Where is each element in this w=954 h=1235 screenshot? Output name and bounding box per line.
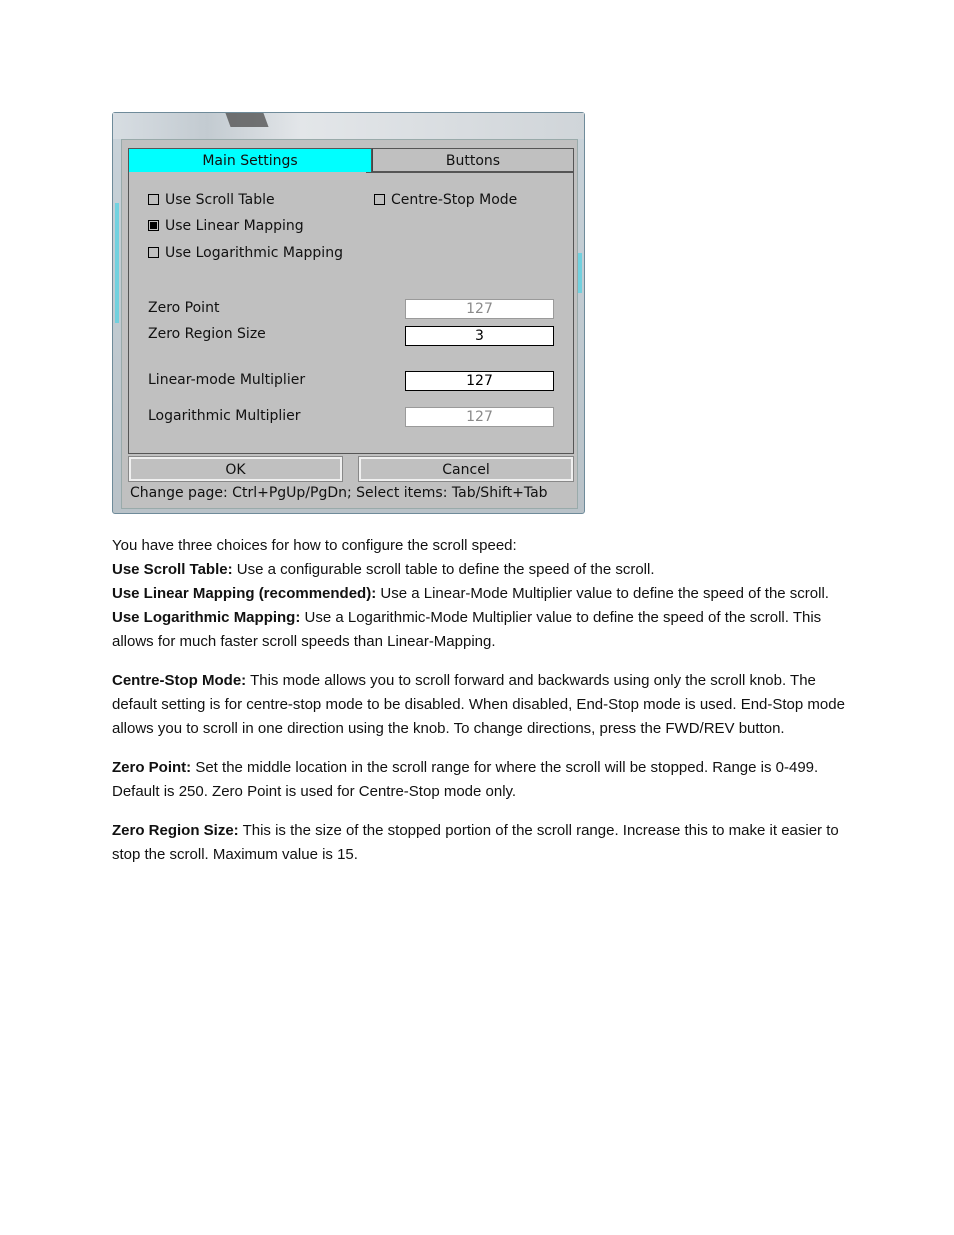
linear-multiplier-field[interactable]: 127: [405, 371, 554, 391]
zero-point-text: Set the middle location in the scroll range for where the scroll will be stopped. Range is 0-499. Default is 250. Zero Point is used for Centre-Stop mode only.: [112, 759, 819, 800]
zero-point-field: 127: [405, 299, 554, 319]
linear-mapping-paragraph: [112, 582, 852, 606]
centre-stop-mode-checkbox[interactable]: [374, 194, 385, 205]
log-multiplier-label: Logarithmic Multiplier: [148, 408, 301, 424]
zero-region-size-field[interactable]: 3: [405, 326, 554, 346]
use-scroll-table-checkbox[interactable]: [148, 194, 159, 205]
use-log-mapping-label: Use Logarithmic Mapping: [165, 245, 343, 261]
log-mapping-text: Use a Logarithmic-Mode Multiplier value to define the speed of the scroll. This allows for much faster scroll speeds than Linear-Mapping.: [112, 609, 822, 650]
settings-dialog: [121, 139, 578, 509]
settings-screenshot: [112, 112, 585, 514]
centre-stop-mode-option[interactable]: [374, 190, 517, 210]
use-log-mapping-option[interactable]: [148, 243, 343, 263]
intro-paragraph: You have three choices for how to configure the scroll speed:: [112, 537, 517, 554]
use-log-mapping-checkbox[interactable]: [148, 247, 159, 258]
use-scroll-table-label: Use Scroll Table: [165, 192, 275, 208]
zero-region-size-label: Zero Region Size: [148, 326, 266, 342]
scroll-table-text: Use a configurable scroll table to define the speed of the scroll.: [232, 561, 655, 578]
scroll-table-paragraph: [112, 558, 852, 582]
centre-stop-text: This mode allows you to scroll forward and backwards using only the scroll knob. The default setting is for centre-stop mode to be disabled. When disabled, End-Stop mode is used. End-Stop mode allows you to scroll in one direction using the knob. To change directions, press the FWD/REV button.: [112, 672, 845, 737]
log-mapping-term: Use Logarithmic Mapping:: [112, 609, 301, 626]
scroll-table-term: Use Scroll Table:: [112, 561, 233, 578]
zero-region-text: This is the size of the stopped portion of the scroll range. Increase this to make it easier to stop the scroll. Maximum value is 15.: [112, 822, 839, 863]
use-linear-mapping-option[interactable]: [148, 216, 304, 236]
main-settings-panel: [128, 172, 574, 454]
zero-region-term: Zero Region Size:: [112, 822, 239, 839]
document-body: [112, 534, 852, 867]
centre-stop-term: Centre-Stop Mode:: [112, 672, 247, 689]
background-accent-right: [578, 253, 582, 293]
centre-stop-paragraph: [112, 669, 852, 741]
status-bar: Change page: Ctrl+PgUp/PgDn; Select items: Tab/Shift+Tab: [130, 485, 548, 501]
linear-mapping-term: Use Linear Mapping (recommended):: [112, 585, 377, 602]
linear-multiplier-label: Linear-mode Multiplier: [148, 372, 306, 388]
tab-bar: [128, 148, 574, 172]
use-linear-mapping-label: Use Linear Mapping: [165, 218, 304, 234]
use-linear-mapping-checkbox[interactable]: [148, 220, 159, 231]
centre-stop-mode-label: Centre-Stop Mode: [391, 192, 518, 208]
zero-point-label: Zero Point: [148, 300, 220, 316]
log-mapping-paragraph: [112, 606, 852, 654]
background-window-strip: [113, 113, 584, 139]
ok-button[interactable]: OK: [129, 457, 342, 481]
log-multiplier-field: 127: [405, 407, 554, 427]
tab-main-settings[interactable]: Main Settings: [128, 148, 372, 172]
tab-buttons[interactable]: Buttons: [372, 148, 574, 172]
background-shape: [225, 113, 268, 127]
cancel-button[interactable]: Cancel: [359, 457, 573, 481]
zero-point-term: Zero Point:: [112, 759, 192, 776]
use-scroll-table-option[interactable]: [148, 190, 275, 210]
zero-point-paragraph: [112, 756, 852, 804]
linear-mapping-text: Use a Linear-Mode Multiplier value to define the speed of the scroll.: [376, 585, 829, 602]
zero-region-paragraph: [112, 819, 852, 867]
background-accent-left: [115, 203, 119, 323]
